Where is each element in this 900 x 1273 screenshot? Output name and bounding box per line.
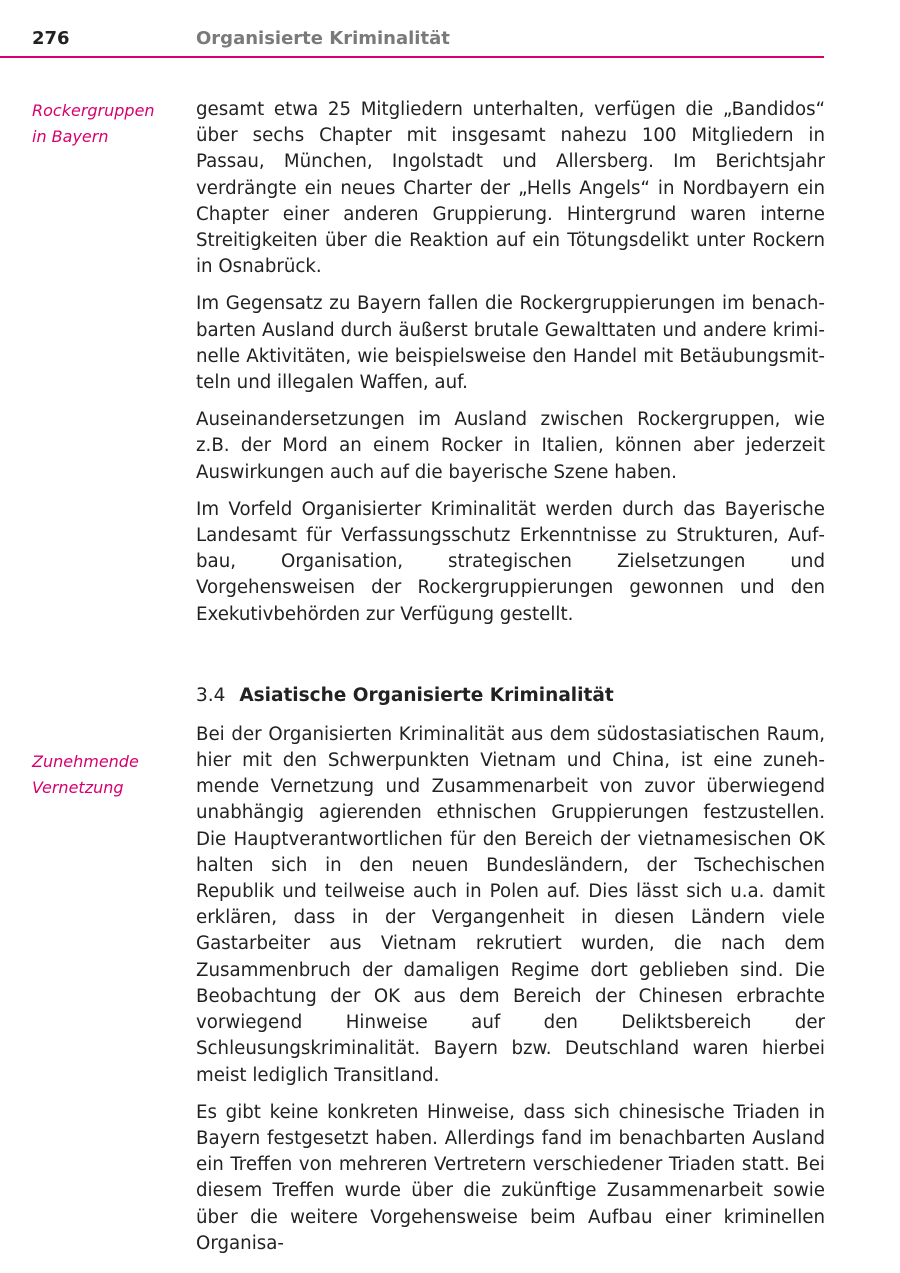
- margin-note-line: Vernetzung: [32, 778, 124, 797]
- body-paragraph: Im Vorfeld Organisierter Kriminalität werden durch das Bayerische Landesamt für Verfassungsschutz Erkenntnisse zu Strukturen, Aufbau, Organisation, strategischen Zielsetzungen und Vorgehensweisen der Rockergruppierungen gewonnen und den Exekutivbehörden zur Verfügung gestellt.: [196, 498, 825, 625]
- page-number: 276: [32, 28, 70, 49]
- margin-note-line: Zunehmende: [32, 752, 139, 771]
- body-paragraph: Im Gegensatz zu Bayern fallen die Rockergruppierungen im benachbarten Ausland durch äußerst brutale Gewalttaten und andere kriminelle Aktivitäten, wie beispielsweise den Handel mit Betäubungsmitteln und illegalen Waffen, auf.: [196, 293, 825, 394]
- body-paragraph: Bei der Organisierten Kriminalität aus dem südostasiatischen Raum, hier mit den Schwerpunkten Vietnam und China, ist eine zunehmende Vernetzung und Zusammenarbeit von zuvor überwiegend unabhängig agierenden ethnischen Gruppierungen festzustellen. Die Hauptverantwortlichen für den Bereich der vietnamesischen OK halten sich in den neuen Bundesländern, der Tschechischen Republik und teilweise auch in Polen auf. Dies lässt sich u.a. damit erklären, dass in der Vergangenheit in diesen Ländern viele Gastarbeiter aus Vietnam rekrutiert wurden, die nach dem Zusammenbruch der damaligen Regime dort geblieben sind. Die Beobachtung der OK aus dem Bereich der Chinesen erbrachte vorwiegend Hinweise auf den Deliktsbereich der Schleusungskriminalität. Bayern bzw. Deutschland waren hierbei meist lediglich Transitland.: [196, 723, 825, 1086]
- body-paragraph: Auseinandersetzungen im Ausland zwischen Rockergruppen, wie z.B. der Mord an einem Rocker in Italien, können aber jederzeit Auswirkungen auch auf die bayerische Szene haben.: [196, 409, 825, 483]
- margin-note-vernetzung: [32, 749, 139, 801]
- header-rule: [0, 56, 824, 58]
- section-title: Asiatische Organisierte Kriminalität: [239, 684, 614, 706]
- margin-note-line: Rockergruppen: [32, 101, 155, 120]
- section-number: 3.4: [196, 684, 226, 706]
- page-header: [0, 0, 900, 58]
- section-heading: [196, 683, 825, 709]
- margin-note-line: in Bayern: [32, 127, 109, 146]
- main-text-column: [196, 97, 825, 1268]
- margin-note-rockergruppen: [32, 98, 155, 150]
- body-paragraph: gesamt etwa 25 Mitgliedern unterhalten, verfügen die „Bandidos“ über sechs Chapter mit insgesamt nahezu 100 Mitgliedern in Passau, München, Ingolstadt und Allersberg. Im Berichtsjahr verdrängte ein neues Charter der „Hells Angels“ in Nordbayern ein Chapter einer anderen Gruppierung. Hintergrund waren interne Streitigkeiten über die Reaktion auf ein Tötungsdelikt unter Rockern in Osnabrück.: [196, 99, 825, 278]
- running-title: Organisierte Kriminalität: [196, 28, 450, 49]
- body-paragraph: Es gibt keine konkreten Hinweise, dass sich chinesische Triaden in Bayern festgesetzt haben. Allerdings fand im benachbarten Ausland ein Treffen von mehreren Vertretern verschiedener Triaden statt. Bei diesem Treffen wurde über die zukünftige Zusammenarbeit sowie über die weitere Vorgehensweise beim Aufbau einer kriminellen Organisa-: [196, 1101, 825, 1254]
